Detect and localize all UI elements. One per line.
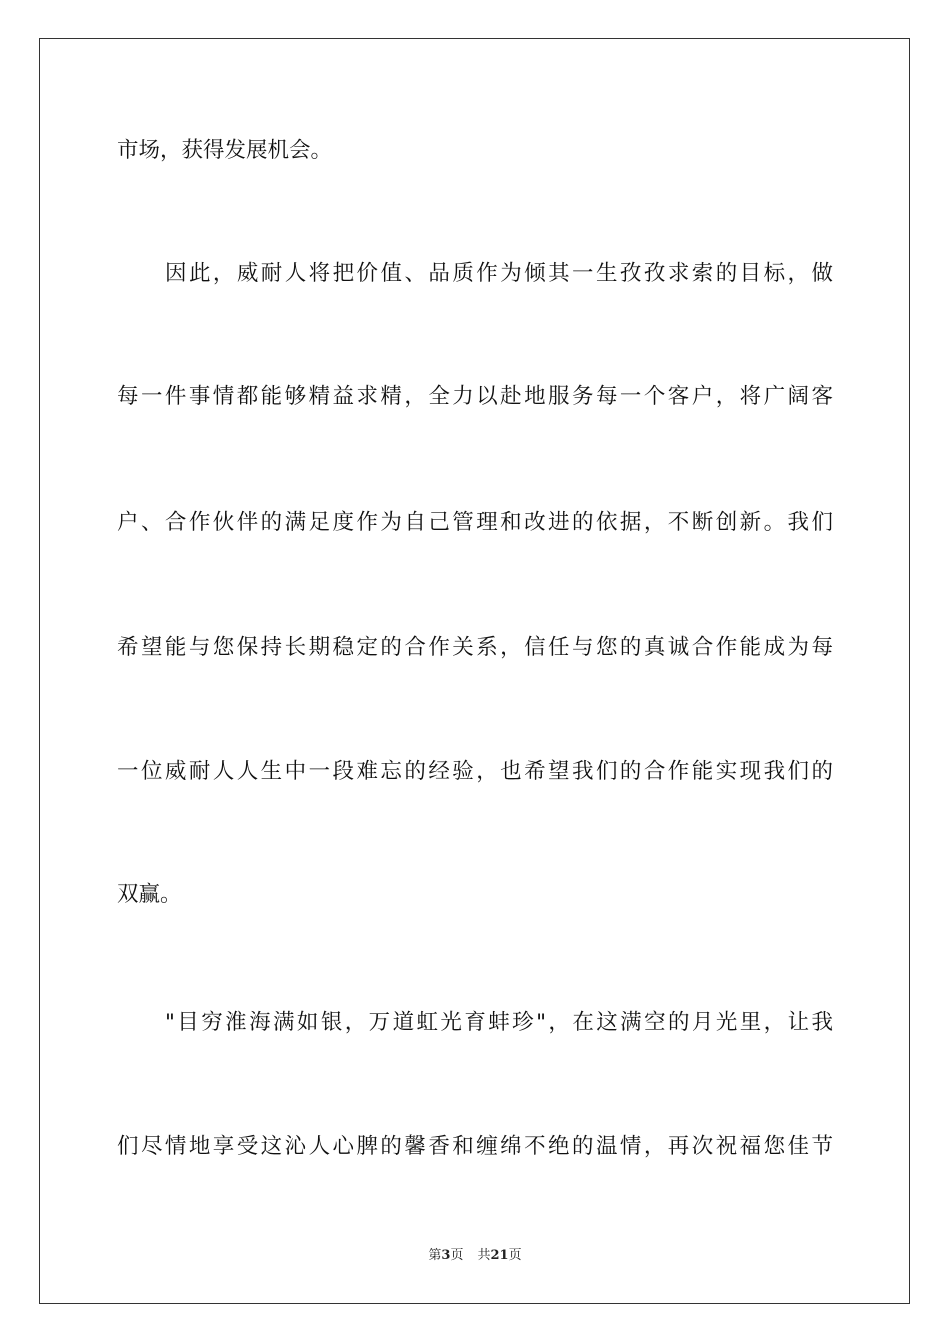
text-line-6: 一位威耐人人生中一段难忘的经验，也希望我们的合作能实现我们的 bbox=[117, 759, 833, 784]
page-prefix: 第 bbox=[428, 1248, 442, 1263]
text-line-4: 户、合作伙伴的满足度作为自己管理和改进的依据，不断创新。我们 bbox=[117, 510, 833, 535]
total-prefix: 共 bbox=[477, 1248, 491, 1263]
text-line-2: 因此，威耐人将把价值、品质作为倾其一生孜孜求索的目标，做 bbox=[165, 261, 833, 286]
text-line-7: 双赢。 bbox=[117, 882, 182, 907]
page-number: 3 bbox=[441, 1248, 451, 1263]
total-suffix: 页 bbox=[508, 1248, 522, 1263]
text-line-1: 市场，获得发展机会。 bbox=[117, 138, 333, 163]
text-line-8: "目穷淮海满如银，万道虹光育蚌珍"，在这满空的月光里，让我 bbox=[165, 1010, 833, 1035]
page-suffix: 页 bbox=[450, 1248, 464, 1263]
text-line-9: 们尽情地享受这沁人心脾的馨香和缠绵不绝的温情，再次祝福您佳节 bbox=[117, 1134, 833, 1159]
page-footer bbox=[0, 1247, 950, 1265]
text-line-3: 每一件事情都能够精益求精，全力以赴地服务每一个客户，将广阔客 bbox=[117, 384, 833, 409]
text-line-5: 希望能与您保持长期稳定的合作关系，信任与您的真诚合作能成为每 bbox=[117, 635, 833, 660]
total-pages: 21 bbox=[490, 1248, 509, 1263]
page-border bbox=[39, 38, 910, 1304]
